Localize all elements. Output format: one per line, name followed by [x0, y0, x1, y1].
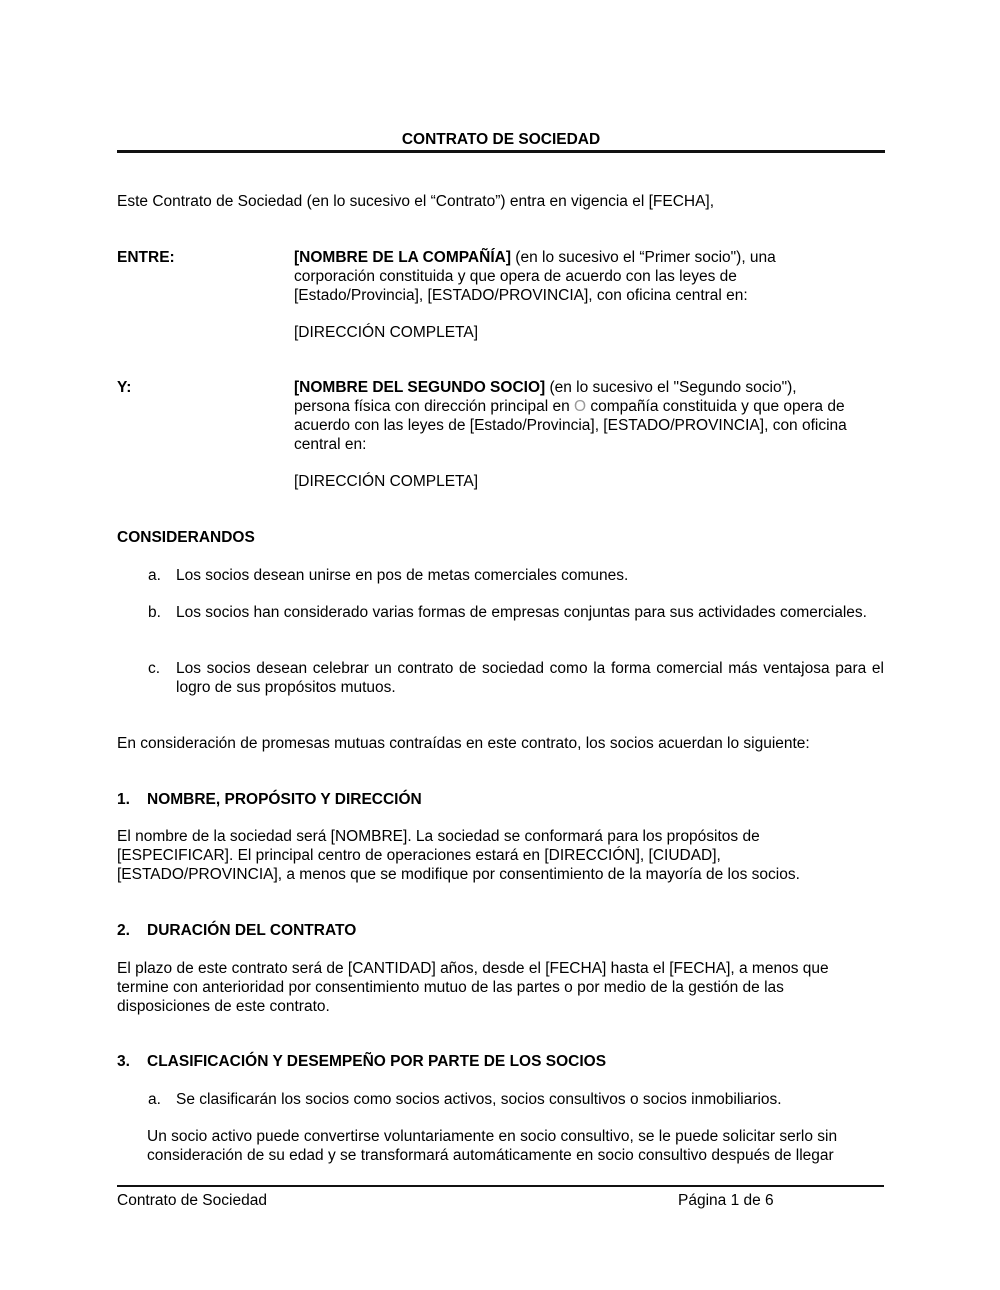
footer-document-name: Contrato de Sociedad: [117, 1192, 267, 1209]
party-first-partner: [294, 248, 884, 342]
section-3-item: a. Se clasificarán los socios como socios activos, socios consultivos o socios inmobiliarios.: [148, 1091, 782, 1108]
agreement-statement: En consideración de promesas mutuas contraídas en este contrato, los socios acuerdan lo siguiente:: [117, 735, 810, 752]
section-1-heading: 1. NOMBRE, PROPÓSITO Y DIRECCIÓN: [117, 791, 422, 808]
option-circle-icon: O: [574, 398, 587, 415]
second-partner-name: [NOMBRE DEL SEGUNDO SOCIO]: [294, 379, 546, 396]
party-first-line-1: [NOMBRE DE LA COMPAÑÍA] (en lo sucesivo el “Primer socio"), una: [294, 249, 776, 266]
recital-item: c. Los socios desean celebrar un contrato de sociedad como la forma comercial más ventajosa para el logro de sus propósitos mutuos.: [148, 660, 884, 696]
intro-paragraph: Este Contrato de Sociedad (en lo sucesivo el “Contrato”) entra en vigencia el [FECHA],: [117, 193, 715, 210]
party-second-line-4: central en:: [294, 436, 367, 453]
section-1-body: El nombre de la sociedad será [NOMBRE]. La sociedad se conformará para los propósitos de [ESPECIFICAR]. El principal centro de operaciones estará en [DIRECCIÓN], [CIUDAD], [ESTADO/PROVINCIA], a menos que se modifique por consentimiento de la mayoría de los socios.: [117, 828, 800, 883]
section-2-body: El plazo de este contrato será de [CANTIDAD] años, desde el [FECHA] hasta el [FECHA], a menos que termine con anterioridad por consentimiento mutuo de las partes o por medio de la gestión de las disposiciones de este contrato.: [117, 960, 829, 1015]
party-second-line-3: acuerdo con las leyes de [Estado/Provincia], [ESTADO/PROVINCIA], con oficina: [294, 417, 847, 434]
section-3-body: Un socio activo puede convertirse voluntariamente en socio consultivo, se le puede solicitar serlo sin consideración de su edad y se transformará automáticamente en socio consultivo después de llegar: [147, 1128, 838, 1164]
footer-page-number: Página 1 de 6: [678, 1192, 774, 1209]
footer-divider: [117, 1185, 884, 1187]
section-2-heading: 2. DURACIÓN DEL CONTRATO: [117, 922, 357, 939]
party-first-line-3: [Estado/Provincia], [ESTADO/PROVINCIA], con oficina central en:: [294, 287, 748, 304]
section-3-heading: 3. CLASIFICACIÓN Y DESEMPEÑO POR PARTE DE LOS SOCIOS: [117, 1053, 607, 1070]
recital-item: a. Los socios desean unirse en pos de metas comerciales comunes.: [148, 567, 629, 584]
recitals-heading: CONSIDERANDOS: [117, 529, 255, 546]
party-first-line-2: corporación constituida y que opera de acuerdo con las leyes de: [294, 268, 737, 285]
party-second-partner: [294, 378, 884, 491]
party-second-line-2: persona física con dirección principal en O compañía constituida y que opera de: [294, 398, 845, 415]
title-divider: [117, 150, 885, 153]
party-label-entre: ENTRE:: [117, 249, 175, 266]
party-second-line-1: [NOMBRE DEL SEGUNDO SOCIO] (en lo sucesivo el "Segundo socio"),: [294, 379, 797, 396]
party-label-y: Y:: [117, 379, 132, 396]
second-partner-address: [DIRECCIÓN COMPLETA]: [294, 473, 479, 490]
document-title: CONTRATO DE SOCIEDAD: [401, 131, 601, 148]
recital-item: b. Los socios han considerado varias formas de empresas conjuntas para sus actividades comerciales.: [148, 604, 867, 621]
first-partner-address: [DIRECCIÓN COMPLETA]: [294, 324, 479, 341]
first-partner-name: [NOMBRE DE LA COMPAÑÍA]: [294, 249, 511, 266]
